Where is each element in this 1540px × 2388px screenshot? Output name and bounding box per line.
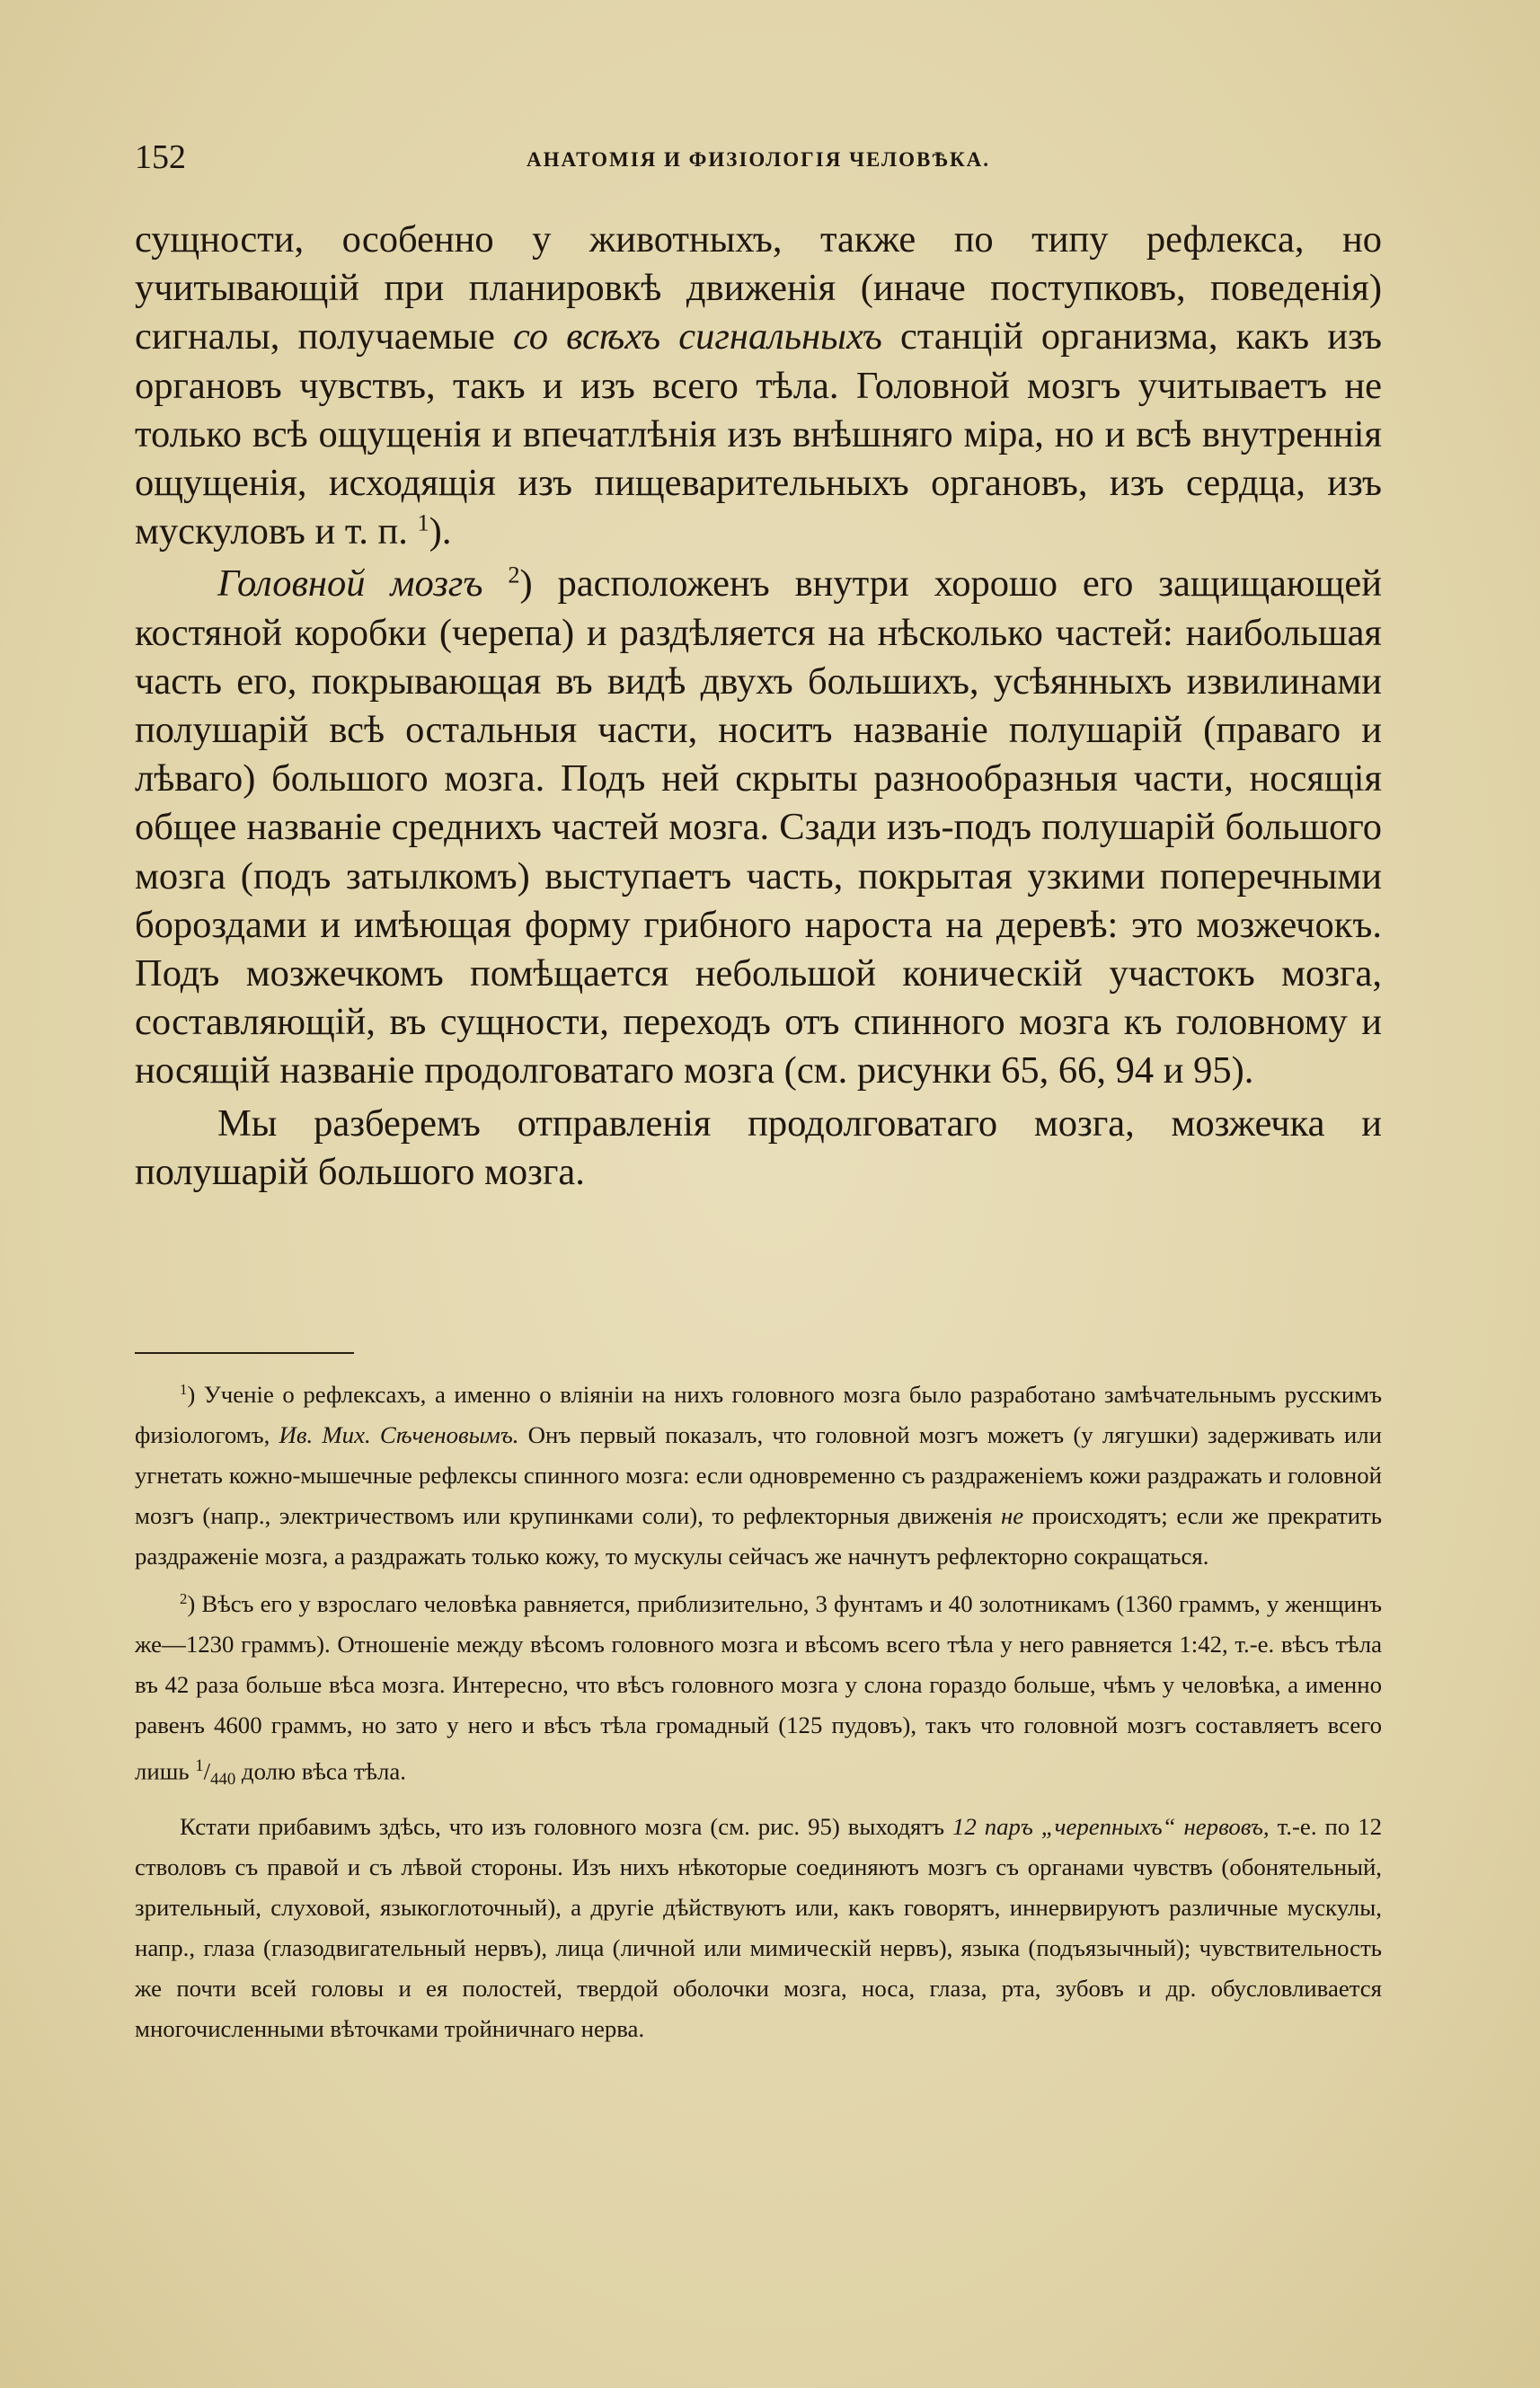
footnote-3-text-a: Кстати прибавимъ здѣсь, что изъ головного мозга (см. рис. 95) выходятъ [180,1813,952,1840]
footnote-2-text-b: долю вѣса тѣла. [235,1757,406,1785]
footnote-1-mark: 1 [180,1380,188,1398]
fraction-numerator: 1 [195,1756,204,1775]
paragraph-1-text-a: сущности, особенно у животныхъ, также по типу рефлекса, но учитывающій при планировкѣ движенія (иначе поступковъ, поведенія) сигналы, получаемые [135,218,1382,358]
footnote-1 [135,1375,1382,1577]
footnote-3-emphasis: 12 паръ „черепныхъ“ нервовъ, [951,1813,1270,1840]
footnote-2-mark: 2 [180,1589,188,1607]
footnote-1-text-c: происходятъ; если же прекратить раздраженіе мозга, а раздражать только кожу, то мускулы сейчасъ же начнутъ рефлекторно сокращаться. [135,1502,1382,1570]
paragraph-3: Мы разберемъ отправленія продолговатаго мозга, мозжечка и полушарій большого мозга. [135,1101,1382,1193]
footnote-ref-1: 1 [417,509,429,536]
footnote-1-text-a: ) Ученіе о рефлексахъ, а именно о вліяніи на нихъ головного мозга было разработано замѣчательнымъ русскимъ физіологомъ, [135,1381,1382,1448]
paragraph-2-emphasis: Головной мозгъ [217,562,483,606]
footnote-ref-2: 2 [508,562,520,588]
footnote-1-emphasis: не [1000,1502,1024,1529]
page-header [135,135,1382,180]
footnote-1-author: Ив. Мих. Сѣченовымъ. [279,1421,519,1448]
main-text [135,216,1382,1197]
footnote-divider [135,1352,354,1354]
footnote-3-text-b: т.-е. по 12 стволовъ съ правой и съ лѣвой стороны. Изъ нихъ нѣкоторые соединяютъ мозгъ съ органами чувствъ (обонятельный, зрительный, слуховой, языкоглоточный), а другіе дѣйствуютъ или, какъ говорятъ, иннервируютъ различные мускулы, напр., глаза (глазодвигательный нервъ), лица (личной или мимическій нервъ), языка (подъязычный); чувствительность же почти всей головы и ея полостей, твердой оболочки мозга, носа, глаза, рта, зубовъ и др. обусловливается многочисленными вѣточками тройничнаго нерва. [135,1813,1382,2042]
paragraph-1-end: ). [429,510,452,553]
page-number: 152 [135,138,186,176]
footnote-2-text-a: ) Вѣсъ его у взрослаго человѣка равняется, приблизительно, 3 фунтамъ и 40 золотникамъ (1360 граммъ, у женщинъ же—1230 граммъ). Отношеніе между вѣсомъ головного мозга и вѣсомъ всего тѣла у него равняется 1:42, т.-е. вѣсъ тѣла въ 42 раза больше вѣса мозга. Интересно, что вѣсъ головного мозга у слона гораздо больше, чѣмъ у человѣка, а именно равенъ 4600 граммъ, но зато у него и вѣсъ тѣла громадный (125 пудовъ), такъ что головной мозгъ составляетъ всего лишь [135,1590,1382,1785]
footnote-2-continuation [135,1807,1382,2049]
footnotes [135,1375,1382,2049]
paragraph-1-text-b: станцій организма, какъ изъ органовъ чувствъ, такъ и изъ всего тѣла. Головной мозгъ учитываетъ не только всѣ ощущенія и впечатлѣнія изъ внѣшняго міра, но и всѣ внутреннія ощущенія, исходящія изъ пищеварительныхъ органовъ, изъ сердца, изъ мускуловъ и т. п. [135,315,1383,553]
footnote-2: $^2$) Вѣсъ его у взрослаго человѣка равняется, приблизительно, 3 фунтамъ и 40 золотникамъ (1360 граммъ, у женщинъ же—1230 граммъ). Отношеніе между вѣсомъ головного мозга и вѣсомъ всего тѣла у него равняется 1:42, т.-е. вѣсъ тѣла въ 42 раза больше вѣса мозга. Интересно, что вѣсъ головного мозга у слона гораздо больше, чѣмъ у человѣка, а именно равенъ 4600 граммъ, но зато у него и вѣсъ тѣла громадный (125 пудовъ), такъ что головной мозгъ составляетъ всего лишь $^1/_{440}$ долю вѣса тѣла. [135,1589,1382,1789]
fraction-denominator: 440 [210,1770,236,1789]
running-title: АНАТОМІЯ И ФИЗІОЛОГІЯ ЧЕЛОВѢКА. [526,148,990,171]
paragraph-2 [135,560,1382,1095]
paragraph-1-emphasis: со всѣхъ сигнальныхъ [512,315,882,358]
paragraph-1 [135,216,1382,556]
paragraph-2-text: ) расположенъ внутри хорошо его защищающей костяной коробки (черепа) и раздѣляется на нѣсколько частей: наибольшая часть его, покрывающая въ видѣ двухъ большихъ, усѣянныхъ извилинами полушарій всѣ остальныя части, носитъ названіе полушарій (праваго и лѣваго) большого мозга. Подъ ней скрыты разнообразныя части, носящія общее названіе среднихъ частей мозга. Сзади изъ-подъ полушарій большого мозга (подъ затылкомъ) выступаетъ часть, покрытая узкими поперечными бороздами и имѣющая форму грибного нароста на деревѣ: это мозжечокъ. Подъ мозжечкомъ помѣщается небольшой коническій участокъ мозга, составляющій, въ сущности, переходъ отъ спинного мозга къ головному и носящій названіе продолговатаго мозга (см. рисунки 65, 66, 94 и 95). [135,562,1383,1092]
footnote-1-text-b: Онъ первый показалъ, что головной мозгъ можетъ (у лягушки) задерживать или угнетать кожно-мышечные рефлексы спинного мозга: если одновременно съ раздраженіемъ кожи раздражать и головной мозгъ (напр., электричествомъ или крупинками соли), то рефлекторныя движенія [135,1421,1382,1529]
